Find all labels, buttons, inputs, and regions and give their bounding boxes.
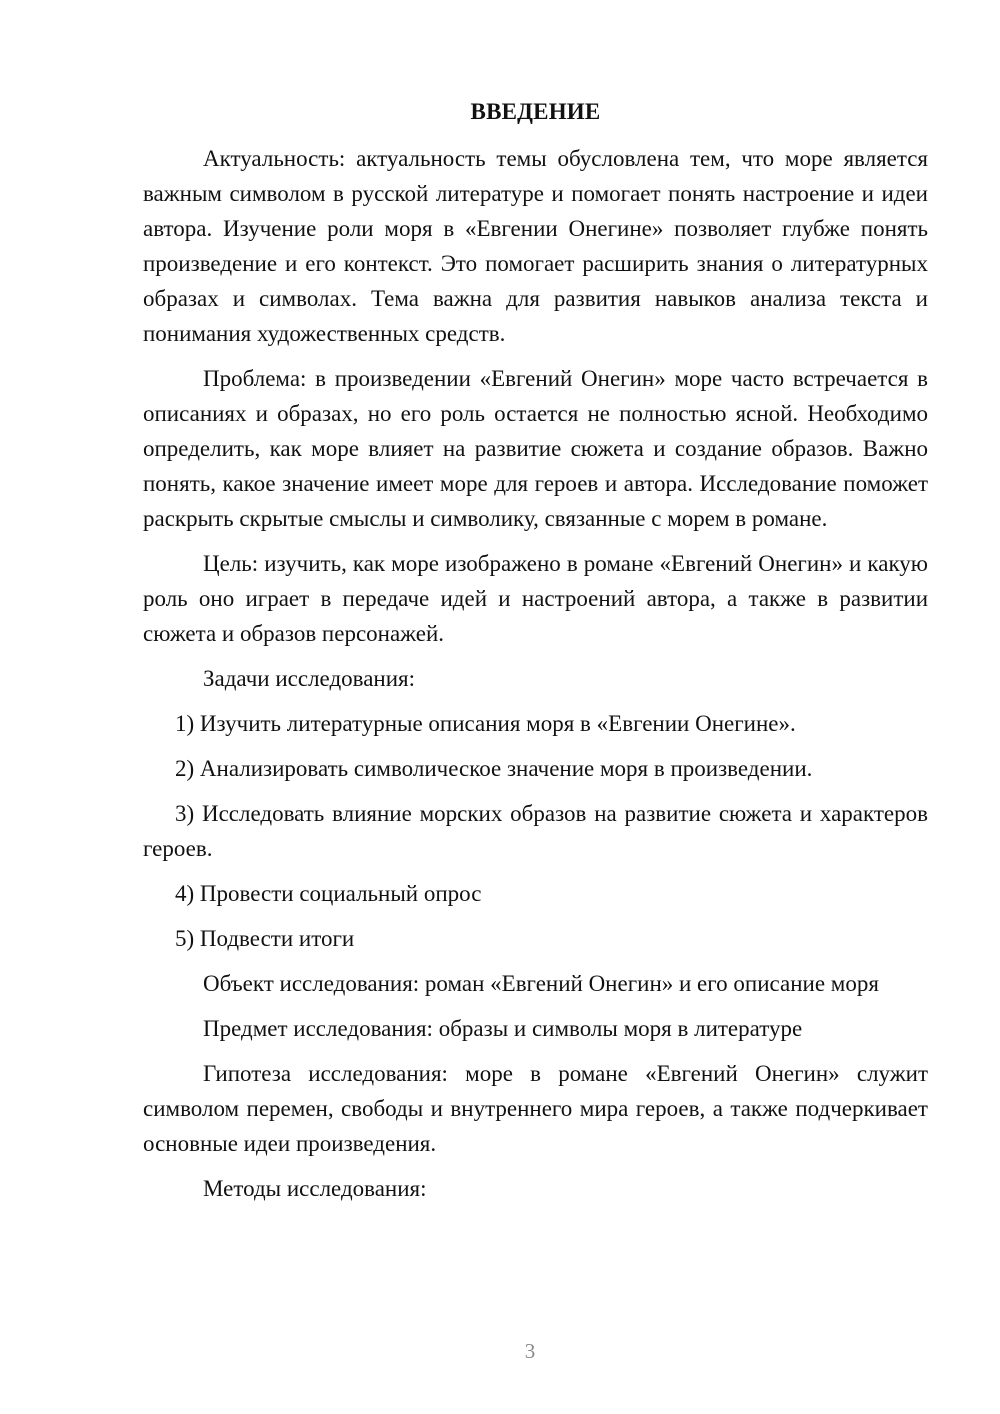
methods-paragraph: Методы исследования: <box>203 1176 427 1201</box>
section-title: ВВЕДЕНИЕ <box>470 99 601 124</box>
task-item: 5) Подвести итоги <box>175 926 355 951</box>
object-paragraph: Объект исследования: роман «Евгений Онегин» и его описание моря <box>203 971 879 996</box>
tasks-heading: Задачи исследования: <box>203 666 416 691</box>
task-item: 3) Исследовать влияние морских образов на развитие сюжета и характеров героев. <box>143 801 928 861</box>
subject-paragraph: Предмет исследования: образы и символы моря в литературе <box>203 1016 803 1041</box>
task-item: 4) Провести социальный опрос <box>175 881 482 906</box>
goal-paragraph: Цель: изучить, как море изображено в романе «Евгений Онегин» и какую роль оно играет в передаче идей и настроений автора, а также в развитии сюжета и образов персонажей. <box>143 551 928 646</box>
task-item: 1) Изучить литературные описания моря в «Евгении Онегине». <box>175 711 796 736</box>
relevance-paragraph: Актуальность: актуальность темы обусловлена тем, что море является важным символом в русской литературе и помогает понять настроение и идеи автора. Изучение роли моря в «Евгении Онегине» позволяет глубже понять произведение и его контекст. Это помогает расширить знания о литературных образах и символах. Тема важна для развития навыков анализа текста и понимания художественных средств. <box>143 146 928 346</box>
task-item: 2) Анализировать символическое значение моря в произведении. <box>175 756 813 781</box>
page-number: 3 <box>524 1339 536 1363</box>
page-content <box>143 94 928 1206</box>
hypothesis-paragraph: Гипотеза исследования: море в романе «Евгений Онегин» служит символом перемен, свободы и внутреннего мира героев, а также подчеркивает основные идеи произведения. <box>143 1061 928 1156</box>
problem-paragraph: Проблема: в произведении «Евгений Онегин» море часто встречается в описаниях и образах, но его роль остается не полностью ясной. Необходимо определить, как море влияет на развитие сюжета и создание образов. Важно понять, какое значение имеет море для героев и автора. Исследование поможет раскрыть скрытые смыслы и символику, связанные с морем в романе. <box>143 366 928 531</box>
